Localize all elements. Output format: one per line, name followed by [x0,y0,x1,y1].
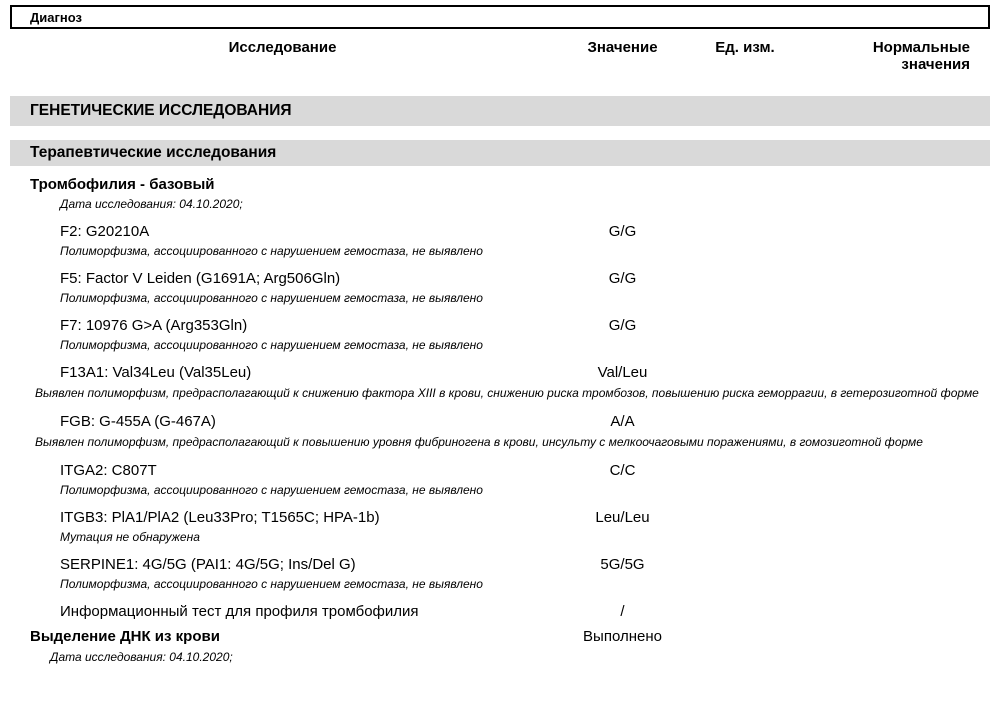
test-note: Выявлен полиморфизм, предрасполагающий к повышению уровня фибриногена в крови, инсульту с мелкоочаговыми поражениями, в гомозиготной форме [35,434,923,449]
test-value: A/A [610,412,635,430]
dna-extraction-title: Выделение ДНК из крови [30,627,220,645]
test-name: F7: 10976 G>A (Arg353Gln) [60,316,248,334]
test-note: Мутация не обнаружена [60,529,200,544]
table-row [10,413,990,450]
study-date: Дата исследования: 04.10.2020; [50,649,233,664]
test-name: F2: G20210A [60,222,150,240]
table-row [10,223,990,258]
table-row [10,509,990,544]
section-therapeutic-studies [10,140,990,166]
table-row [10,603,990,620]
column-header-normal-line1: Нормальные [872,39,970,56]
table-row [10,628,990,664]
test-value: C/C [609,461,636,479]
test-note: Выявлен полиморфизм, предрасполагающий к снижению фактора XIII в крови, снижению риска тромбозов, повышению риска геморрагии, в гетерозиготной форме [35,385,979,400]
section-genetic-label: ГЕНЕТИЧЕСКИЕ ИССЛЕДОВАНИЯ [30,101,292,119]
diagnosis-box [10,5,990,29]
test-name: FGB: G-455A (G-467A) [60,412,216,430]
test-value: G/G [608,316,637,334]
test-name: F5: Factor V Leiden (G1691A; Arg506Gln) [60,269,341,287]
panel-title-thrombophilia: Тромбофилия - базовый [30,175,215,193]
column-header-normal-line2: значения [901,56,970,74]
test-note: Полиморфизма, ассоциированного с нарушением гемостаза, не выявлено [60,290,483,305]
column-header-normal [800,39,990,74]
test-name: SERPINE1: 4G/5G (PAI1: 4G/5G; Ins/Del G) [60,555,356,573]
test-name: F13A1: Val34Leu (Val35Leu) [60,363,252,381]
test-note: Полиморфизма, ассоциированного с нарушением гемостаза, не выявлено [60,337,483,352]
test-value: Val/Leu [597,363,648,381]
section-therapeutic-label: Терапевтические исследования [30,143,277,161]
column-header-test: Исследование [228,39,337,56]
table-row [10,317,990,352]
test-name: Информационный тест для профиля тромбофилия [60,602,419,620]
table-row [10,270,990,305]
test-value: Leu/Leu [595,508,650,526]
table-row [10,462,990,497]
test-value: G/G [608,222,637,240]
section-genetic-studies [10,96,990,126]
test-name: ITGA2: C807T [60,461,157,479]
test-value: 5G/5G [600,555,645,573]
test-value: / [620,602,625,620]
dna-extraction-value: Выполнено [583,627,662,645]
test-note: Полиморфизма, ассоциированного с нарушением гемостаза, не выявлено [60,243,483,258]
table-row [10,556,990,591]
test-note: Полиморфизма, ассоциированного с нарушением гемостаза, не выявлено [60,576,483,591]
table-header [10,39,990,74]
study-date: Дата исследования: 04.10.2020; [60,196,243,211]
column-header-value: Значение [587,39,658,56]
test-name: ITGB3: PlA1/PlA2 (Leu33Pro; T1565C; HPA-1b) [60,508,380,526]
column-header-units: Ед. изм. [715,39,775,56]
diagnosis-label: Диагноз [30,9,82,25]
table-row [10,364,990,401]
test-note: Полиморфизма, ассоциированного с нарушением гемостаза, не выявлено [60,482,483,497]
test-value: G/G [608,269,637,287]
